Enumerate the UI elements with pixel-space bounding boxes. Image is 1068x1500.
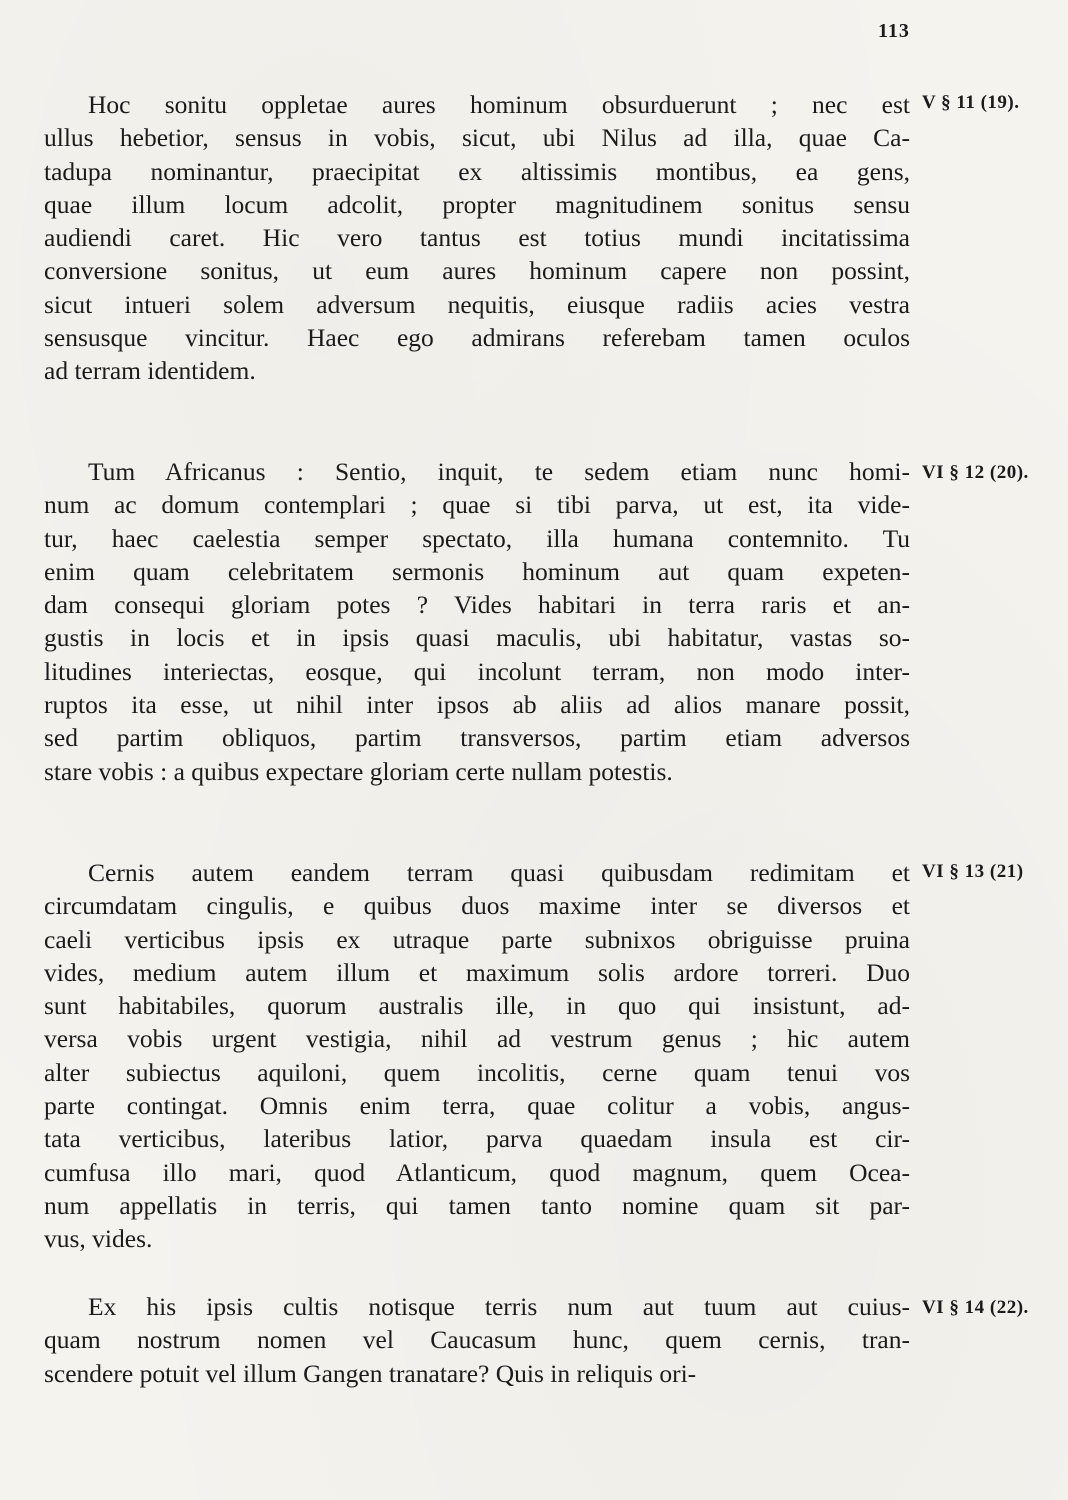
margin-reference: VI § 12 (20). — [922, 462, 1029, 483]
margin-reference: VI § 14 (22). — [922, 1297, 1029, 1318]
text-line: parte contingat. Omnis enim terra, quae colitur a vobis, angus- — [44, 1091, 910, 1121]
text-line: quam nostrum nomen vel Caucasum hunc, quem cernis, tran- — [44, 1325, 910, 1355]
text-line: tur, haec caelestia semper spectato, illa humana contemnito. Tu — [44, 523, 910, 553]
text-line: ullus hebetior, sensus in vobis, sicut, ubi Nilus ad illa, quae Ca- — [44, 123, 910, 153]
text-line: vus, vides. — [44, 1224, 153, 1254]
paragraph-vi-13 — [44, 856, 910, 1256]
paragraph-vi-14 — [44, 1290, 910, 1390]
text-line: scendere potuit vel illum Gangen tranatare? Quis in reliquis ori- — [44, 1358, 697, 1388]
text-line: sensusque vincitur. Haec ego admirans referebam tamen oculos — [44, 323, 910, 353]
text-line: num ac domum contemplari ; quae si tibi parva, ut est, ita vide- — [44, 490, 910, 520]
text-line: Tum Africanus : Sentio, inquit, te sedem etiam nunc homi- — [88, 457, 910, 486]
text-line: Hoc sonitu oppletae aures hominum obsurduerunt ; nec est — [88, 90, 910, 119]
text-line: Cernis autem eandem terram quasi quibusdam redimitam et — [88, 858, 910, 887]
margin-reference: V § 11 (19). — [922, 92, 1020, 113]
text-line: cumfusa illo mari, quod Atlanticum, quod magnum, quem Ocea- — [44, 1157, 910, 1187]
text-line: tata verticibus, lateribus latior, parva quaedam insula est cir- — [44, 1124, 910, 1154]
text-line: quae illum locum adcolit, propter magnitudinem sonitus sensu — [44, 189, 910, 219]
text-line: alter subiectus aquiloni, quem incolitis, cerne quam tenui vos — [44, 1057, 910, 1087]
text-line: vides, medium autem illum et maximum solis ardore torreri. Duo — [44, 957, 910, 987]
paragraph-vi-12 — [44, 455, 910, 788]
text-line: gustis in locis et in ipsis quasi maculis, ubi habitatur, vastas so- — [44, 623, 910, 653]
text-line: circumdatam cingulis, e quibus duos maxime inter se diversos et — [44, 891, 910, 921]
text-line: caeli verticibus ipsis ex utraque parte subnixos obriguisse pruina — [44, 924, 910, 954]
text-line: litudines interiectas, eosque, qui incolunt terram, non modo inter- — [44, 656, 910, 686]
text-line: dam consequi gloriam potes ? Vides habitari in terra raris et an- — [44, 590, 910, 620]
text-line: sunt habitabiles, quorum australis ille, in quo qui insistunt, ad- — [44, 991, 910, 1021]
text-line: Ex his ipsis cultis notisque terris num aut tuum aut cuius- — [88, 1292, 910, 1321]
text-line: ruptos ita esse, ut nihil inter ipsos ab aliis ad alios manare possit, — [44, 690, 910, 720]
text-line: stare vobis : a quibus expectare gloriam certe nullam potestis. — [44, 756, 673, 786]
text-line: ad terram identidem. — [44, 356, 256, 386]
text-line: sed partim obliquos, partim transversos, partim etiam adversos — [44, 723, 910, 753]
text-line: audiendi caret. Hic vero tantus est totius mundi incitatissima — [44, 223, 910, 253]
text-line: versa vobis urgent vestigia, nihil ad vestrum genus ; hic autem — [44, 1024, 910, 1054]
paragraph-v-11 — [44, 88, 910, 388]
text-line: conversione sonitus, ut eum aures hominum capere non possint, — [44, 256, 910, 286]
page-number: 113 — [878, 20, 910, 42]
text-line: num appellatis in terris, qui tamen tanto nomine quam sit par- — [44, 1190, 910, 1220]
text-line: sicut intueri solem adversum nequitis, eiusque radiis acies vestra — [44, 289, 910, 319]
text-line: enim quam celebritatem sermonis hominum aut quam expeten- — [44, 556, 910, 586]
margin-reference: VI § 13 (21) — [922, 861, 1024, 882]
text-line: tadupa nominantur, praecipitat ex altissimis montibus, ea gens, — [44, 156, 910, 186]
